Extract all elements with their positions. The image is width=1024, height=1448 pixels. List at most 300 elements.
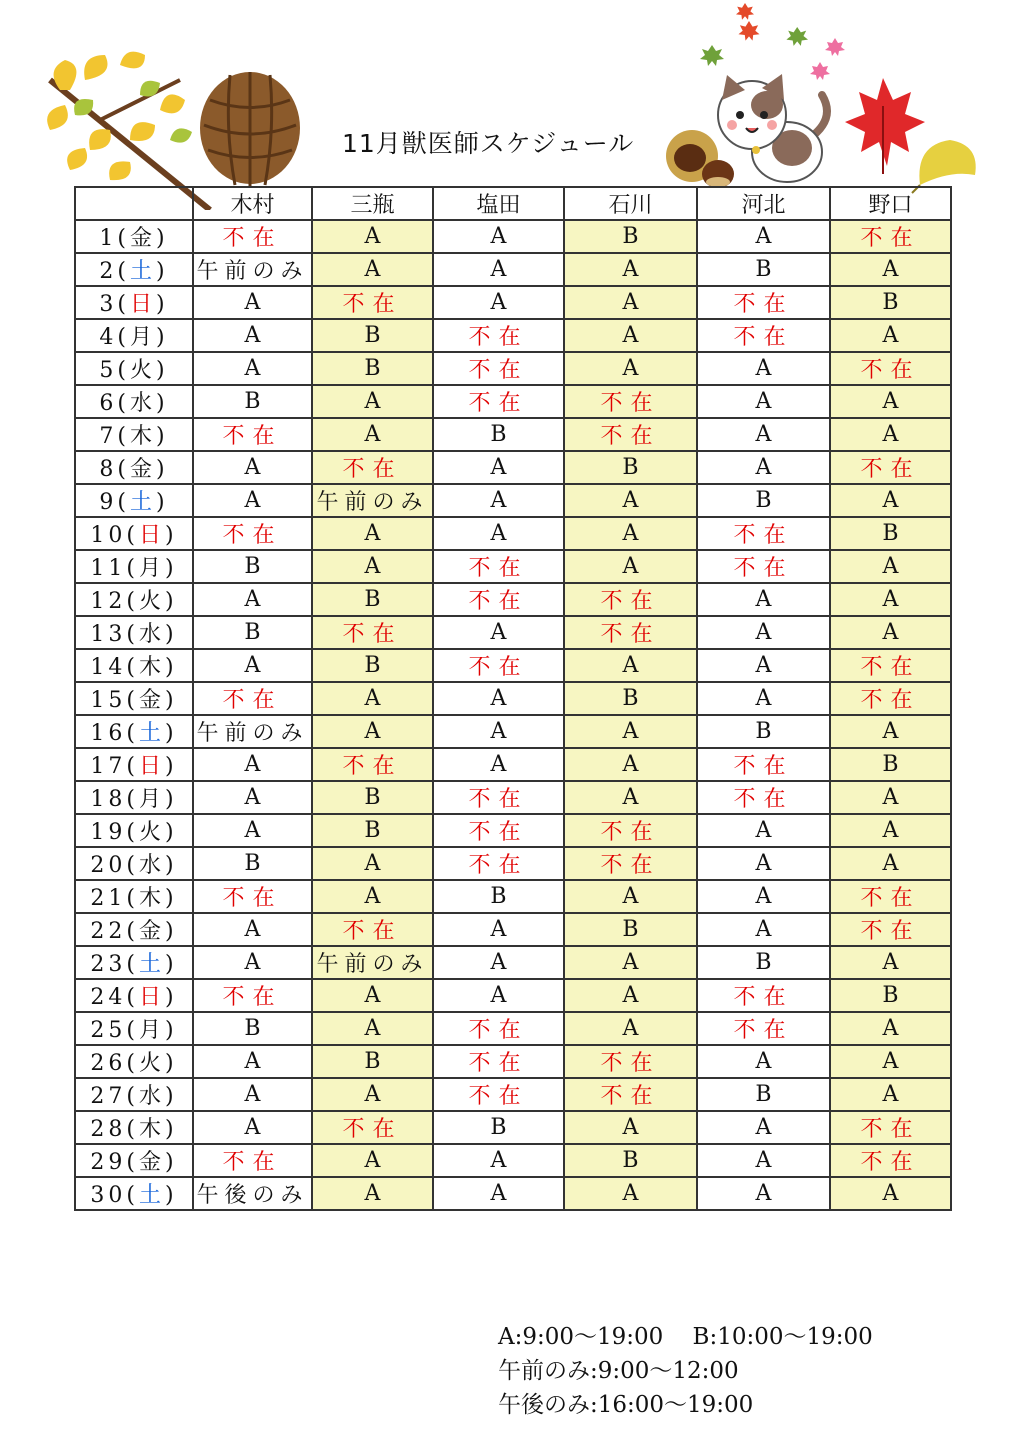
shift-cell: A bbox=[193, 352, 312, 385]
day-of-week: 月 bbox=[138, 787, 165, 812]
legend-b: B:10:00～19:00 bbox=[692, 1324, 873, 1350]
shift-cell: A bbox=[193, 1078, 312, 1111]
shift-legend bbox=[498, 1320, 873, 1422]
header-row bbox=[75, 187, 951, 220]
paren-open: ( bbox=[126, 919, 139, 944]
paren-close: ) bbox=[156, 358, 169, 383]
table-row bbox=[75, 418, 951, 451]
shift-cell: B bbox=[312, 1045, 433, 1078]
shift-cell: 不在 bbox=[697, 286, 830, 319]
day-of-week: 金 bbox=[138, 919, 165, 944]
day-of-week: 金 bbox=[129, 226, 156, 251]
table-row bbox=[75, 748, 951, 781]
shift-cell: 午前のみ bbox=[312, 946, 433, 979]
paren-close: ) bbox=[156, 292, 169, 317]
shift-cell: 午後のみ bbox=[193, 1177, 312, 1210]
shift-cell: A bbox=[433, 616, 564, 649]
shift-cell: A bbox=[830, 583, 951, 616]
shift-cell: 不在 bbox=[830, 1144, 951, 1177]
paren-close: ) bbox=[156, 259, 169, 284]
shift-cell: 午前のみ bbox=[193, 715, 312, 748]
shift-cell: 不在 bbox=[433, 649, 564, 682]
shift-cell: A bbox=[830, 319, 951, 352]
day-number: 9 bbox=[99, 490, 118, 515]
paren-close: ) bbox=[165, 655, 178, 680]
paren-open: ( bbox=[126, 985, 139, 1010]
shift-cell: A bbox=[697, 847, 830, 880]
shift-cell: 不在 bbox=[312, 913, 433, 946]
shift-cell: 不在 bbox=[433, 319, 564, 352]
day-number: 4 bbox=[99, 325, 118, 350]
shift-cell: B bbox=[564, 1144, 697, 1177]
table-row bbox=[75, 1144, 951, 1177]
shift-cell: A bbox=[697, 814, 830, 847]
date-cell bbox=[75, 583, 193, 616]
shift-cell: A bbox=[564, 517, 697, 550]
shift-cell: 不在 bbox=[312, 748, 433, 781]
paren-open: ( bbox=[126, 523, 139, 548]
date-cell bbox=[75, 286, 193, 319]
shift-cell: A bbox=[193, 451, 312, 484]
shift-cell: B bbox=[697, 484, 830, 517]
day-of-week: 日 bbox=[138, 754, 165, 779]
shift-cell: A bbox=[564, 1111, 697, 1144]
paren-open: ( bbox=[117, 457, 130, 482]
shift-cell: B bbox=[312, 649, 433, 682]
paren-close: ) bbox=[165, 754, 178, 779]
paren-close: ) bbox=[165, 919, 178, 944]
shift-cell: B bbox=[193, 847, 312, 880]
shift-cell: A bbox=[312, 1177, 433, 1210]
shift-cell: 不在 bbox=[564, 418, 697, 451]
shift-cell: B bbox=[564, 220, 697, 253]
paren-close: ) bbox=[165, 1084, 178, 1109]
shift-cell: 不在 bbox=[193, 517, 312, 550]
paren-close: ) bbox=[165, 787, 178, 812]
paren-open: ( bbox=[117, 325, 130, 350]
shift-cell: A bbox=[564, 979, 697, 1012]
shift-cell: A bbox=[312, 385, 433, 418]
date-cell bbox=[75, 649, 193, 682]
shift-cell: A bbox=[193, 583, 312, 616]
header-vet-2: 三瓶 bbox=[312, 187, 433, 220]
table-row bbox=[75, 946, 951, 979]
day-of-week: 水 bbox=[138, 1084, 165, 1109]
table-row bbox=[75, 517, 951, 550]
date-cell bbox=[75, 979, 193, 1012]
shift-cell: A bbox=[830, 1078, 951, 1111]
paren-open: ( bbox=[126, 655, 139, 680]
table-row bbox=[75, 1012, 951, 1045]
shift-cell: A bbox=[697, 352, 830, 385]
day-number: 5 bbox=[99, 358, 118, 383]
table-row bbox=[75, 814, 951, 847]
day-number: 19 bbox=[90, 820, 127, 845]
shift-cell: A bbox=[433, 1177, 564, 1210]
paren-close: ) bbox=[165, 622, 178, 647]
shift-cell: A bbox=[830, 616, 951, 649]
shift-cell: 不在 bbox=[697, 1012, 830, 1045]
date-cell bbox=[75, 814, 193, 847]
shift-cell: A bbox=[312, 880, 433, 913]
shift-cell: 不在 bbox=[433, 385, 564, 418]
paren-open: ( bbox=[126, 1018, 139, 1043]
table-row bbox=[75, 451, 951, 484]
date-cell bbox=[75, 418, 193, 451]
table-row bbox=[75, 1045, 951, 1078]
day-number: 22 bbox=[90, 919, 127, 944]
shift-cell: 不在 bbox=[433, 550, 564, 583]
shift-cell: 不在 bbox=[830, 220, 951, 253]
paren-close: ) bbox=[165, 1051, 178, 1076]
shift-cell: A bbox=[193, 319, 312, 352]
shift-cell: B bbox=[433, 880, 564, 913]
day-number: 2 bbox=[99, 259, 118, 284]
day-number: 13 bbox=[90, 622, 127, 647]
shift-cell: 不在 bbox=[697, 748, 830, 781]
shift-cell: 午前のみ bbox=[193, 253, 312, 286]
day-of-week: 火 bbox=[138, 820, 165, 845]
shift-cell: A bbox=[697, 880, 830, 913]
shift-cell: 不在 bbox=[697, 781, 830, 814]
day-of-week: 火 bbox=[138, 589, 165, 614]
shift-cell: A bbox=[697, 220, 830, 253]
shift-cell: 不在 bbox=[564, 616, 697, 649]
table-row bbox=[75, 319, 951, 352]
shift-cell: B bbox=[564, 682, 697, 715]
paren-open: ( bbox=[117, 226, 130, 251]
shift-cell: A bbox=[697, 385, 830, 418]
table-row bbox=[75, 550, 951, 583]
shift-cell: B bbox=[193, 1012, 312, 1045]
shift-cell: A bbox=[830, 550, 951, 583]
shift-cell: A bbox=[433, 1144, 564, 1177]
paren-open: ( bbox=[117, 391, 130, 416]
shift-cell: A bbox=[564, 781, 697, 814]
header-vet-5: 河北 bbox=[697, 187, 830, 220]
day-of-week: 水 bbox=[138, 853, 165, 878]
date-cell bbox=[75, 781, 193, 814]
legend-line-1 bbox=[498, 1320, 873, 1354]
shift-cell: A bbox=[433, 517, 564, 550]
date-cell bbox=[75, 1144, 193, 1177]
day-of-week: 木 bbox=[138, 1117, 165, 1142]
shift-cell: 不在 bbox=[830, 1111, 951, 1144]
date-cell bbox=[75, 1045, 193, 1078]
date-cell bbox=[75, 913, 193, 946]
day-of-week: 日 bbox=[138, 985, 165, 1010]
shift-cell: A bbox=[193, 748, 312, 781]
day-of-week: 土 bbox=[129, 490, 156, 515]
paren-open: ( bbox=[117, 358, 130, 383]
shift-cell: A bbox=[830, 715, 951, 748]
shift-cell: A bbox=[697, 451, 830, 484]
shift-cell: 不在 bbox=[312, 286, 433, 319]
paren-open: ( bbox=[126, 754, 139, 779]
day-number: 25 bbox=[90, 1018, 127, 1043]
legend-pm: 午後のみ:16:00～19:00 bbox=[498, 1392, 754, 1418]
day-number: 18 bbox=[90, 787, 127, 812]
shift-cell: 不在 bbox=[193, 220, 312, 253]
paren-open: ( bbox=[126, 622, 139, 647]
paren-close: ) bbox=[165, 556, 178, 581]
date-cell bbox=[75, 1177, 193, 1210]
legend-am: 午前のみ:9:00～12:00 bbox=[498, 1358, 739, 1384]
shift-cell: 不在 bbox=[830, 682, 951, 715]
day-number: 29 bbox=[90, 1150, 127, 1175]
paren-open: ( bbox=[126, 721, 139, 746]
date-cell bbox=[75, 1078, 193, 1111]
shift-cell: B bbox=[830, 286, 951, 319]
shift-cell: 不在 bbox=[433, 847, 564, 880]
paren-open: ( bbox=[126, 688, 139, 713]
paren-open: ( bbox=[126, 1117, 139, 1142]
table-row bbox=[75, 913, 951, 946]
day-of-week: 土 bbox=[138, 721, 165, 746]
paren-close: ) bbox=[165, 1150, 178, 1175]
day-number: 14 bbox=[90, 655, 127, 680]
shift-cell: A bbox=[830, 814, 951, 847]
day-number: 1 bbox=[99, 226, 118, 251]
table-row bbox=[75, 220, 951, 253]
shift-cell: A bbox=[193, 781, 312, 814]
paren-open: ( bbox=[117, 424, 130, 449]
date-cell bbox=[75, 253, 193, 286]
day-number: 12 bbox=[90, 589, 127, 614]
shift-cell: A bbox=[312, 517, 433, 550]
shift-cell: B bbox=[830, 979, 951, 1012]
paren-open: ( bbox=[126, 1183, 139, 1208]
shift-cell: 不在 bbox=[830, 352, 951, 385]
paren-close: ) bbox=[165, 523, 178, 548]
date-cell bbox=[75, 517, 193, 550]
shift-cell: 不在 bbox=[830, 451, 951, 484]
day-number: 21 bbox=[90, 886, 127, 911]
paren-close: ) bbox=[165, 820, 178, 845]
day-number: 15 bbox=[90, 688, 127, 713]
day-of-week: 金 bbox=[138, 688, 165, 713]
shift-cell: 不在 bbox=[433, 352, 564, 385]
shift-cell: A bbox=[830, 781, 951, 814]
shift-cell: 不在 bbox=[697, 979, 830, 1012]
day-number: 8 bbox=[99, 457, 118, 482]
date-cell bbox=[75, 550, 193, 583]
paren-open: ( bbox=[126, 1051, 139, 1076]
shift-cell: A bbox=[433, 715, 564, 748]
day-of-week: 土 bbox=[138, 1183, 165, 1208]
shift-cell: A bbox=[312, 715, 433, 748]
day-number: 28 bbox=[90, 1117, 127, 1142]
day-number: 11 bbox=[90, 556, 127, 581]
paren-open: ( bbox=[126, 886, 139, 911]
shift-cell: 不在 bbox=[830, 913, 951, 946]
table-row bbox=[75, 253, 951, 286]
shift-cell: B bbox=[193, 550, 312, 583]
shift-cell: A bbox=[697, 616, 830, 649]
shift-cell: A bbox=[830, 1177, 951, 1210]
paren-open: ( bbox=[117, 292, 130, 317]
table-row bbox=[75, 781, 951, 814]
date-cell bbox=[75, 451, 193, 484]
shift-cell: A bbox=[830, 484, 951, 517]
shift-cell: A bbox=[564, 550, 697, 583]
paren-close: ) bbox=[165, 886, 178, 911]
shift-cell: A bbox=[830, 418, 951, 451]
shift-cell: 不在 bbox=[193, 682, 312, 715]
shift-cell: B bbox=[564, 451, 697, 484]
shift-cell: A bbox=[433, 451, 564, 484]
day-of-week: 土 bbox=[138, 952, 165, 977]
table-row bbox=[75, 286, 951, 319]
shift-cell: A bbox=[697, 682, 830, 715]
shift-cell: A bbox=[193, 1111, 312, 1144]
shift-cell: 不在 bbox=[830, 649, 951, 682]
shift-cell: A bbox=[564, 748, 697, 781]
table-row bbox=[75, 616, 951, 649]
date-cell bbox=[75, 484, 193, 517]
shift-cell: A bbox=[564, 1177, 697, 1210]
shift-cell: B bbox=[697, 1078, 830, 1111]
shift-cell: A bbox=[312, 550, 433, 583]
shift-cell: A bbox=[697, 1111, 830, 1144]
date-cell bbox=[75, 946, 193, 979]
date-cell bbox=[75, 616, 193, 649]
schedule-table bbox=[74, 186, 952, 1211]
paren-open: ( bbox=[126, 853, 139, 878]
shift-cell: A bbox=[312, 253, 433, 286]
table-row bbox=[75, 847, 951, 880]
legend-a: A:9:00～19:00 bbox=[498, 1324, 664, 1350]
date-cell bbox=[75, 352, 193, 385]
shift-cell: A bbox=[564, 253, 697, 286]
shift-cell: B bbox=[433, 1111, 564, 1144]
day-of-week: 水 bbox=[138, 622, 165, 647]
header-vet-1: 木村 bbox=[193, 187, 312, 220]
paren-close: ) bbox=[165, 985, 178, 1010]
shift-cell: A bbox=[830, 385, 951, 418]
header-vet-3: 塩田 bbox=[433, 187, 564, 220]
table-row bbox=[75, 352, 951, 385]
shift-cell: A bbox=[433, 979, 564, 1012]
day-number: 27 bbox=[90, 1084, 127, 1109]
table-row bbox=[75, 1111, 951, 1144]
date-cell bbox=[75, 880, 193, 913]
shift-cell: A bbox=[193, 484, 312, 517]
day-of-week: 火 bbox=[138, 1051, 165, 1076]
day-of-week: 木 bbox=[129, 424, 156, 449]
shift-cell: A bbox=[697, 583, 830, 616]
paren-open: ( bbox=[126, 589, 139, 614]
shift-cell: 不在 bbox=[193, 880, 312, 913]
shift-cell: A bbox=[433, 946, 564, 979]
shift-cell: 不在 bbox=[433, 814, 564, 847]
pinecone-illustration bbox=[190, 60, 310, 190]
day-number: 17 bbox=[90, 754, 127, 779]
shift-cell: 不在 bbox=[830, 880, 951, 913]
day-of-week: 日 bbox=[129, 292, 156, 317]
day-of-week: 金 bbox=[138, 1150, 165, 1175]
shift-cell: A bbox=[830, 1045, 951, 1078]
day-of-week: 月 bbox=[129, 325, 156, 350]
shift-cell: 不在 bbox=[193, 1144, 312, 1177]
shift-cell: B bbox=[312, 814, 433, 847]
shift-cell: B bbox=[830, 748, 951, 781]
paren-close: ) bbox=[156, 391, 169, 416]
shift-cell: A bbox=[193, 946, 312, 979]
shift-cell: A bbox=[433, 253, 564, 286]
day-number: 6 bbox=[99, 391, 118, 416]
day-of-week: 木 bbox=[138, 886, 165, 911]
shift-cell: A bbox=[193, 649, 312, 682]
shift-cell: 不在 bbox=[564, 1045, 697, 1078]
shift-cell: A bbox=[697, 1144, 830, 1177]
day-of-week: 月 bbox=[138, 556, 165, 581]
paren-open: ( bbox=[126, 556, 139, 581]
shift-cell: A bbox=[697, 418, 830, 451]
table-row bbox=[75, 715, 951, 748]
paren-close: ) bbox=[156, 490, 169, 515]
shift-cell: B bbox=[433, 418, 564, 451]
date-cell bbox=[75, 385, 193, 418]
shift-cell: B bbox=[312, 352, 433, 385]
day-number: 7 bbox=[99, 424, 118, 449]
shift-cell: A bbox=[193, 1045, 312, 1078]
shift-cell: B bbox=[697, 946, 830, 979]
shift-cell: A bbox=[564, 484, 697, 517]
shift-cell: A bbox=[312, 1012, 433, 1045]
shift-cell: A bbox=[312, 682, 433, 715]
shift-cell: 不在 bbox=[564, 1078, 697, 1111]
date-cell bbox=[75, 220, 193, 253]
date-cell bbox=[75, 319, 193, 352]
day-of-week: 水 bbox=[129, 391, 156, 416]
shift-cell: A bbox=[433, 748, 564, 781]
paren-close: ) bbox=[165, 1018, 178, 1043]
shift-cell: A bbox=[564, 880, 697, 913]
paren-open: ( bbox=[126, 1150, 139, 1175]
date-cell bbox=[75, 847, 193, 880]
table-row bbox=[75, 682, 951, 715]
shift-cell: A bbox=[433, 484, 564, 517]
date-cell bbox=[75, 682, 193, 715]
shift-cell: A bbox=[433, 220, 564, 253]
shift-cell: A bbox=[193, 286, 312, 319]
date-cell bbox=[75, 748, 193, 781]
day-number: 30 bbox=[90, 1183, 127, 1208]
page-title: 11月獣医師スケジュール bbox=[342, 129, 635, 158]
date-cell bbox=[75, 1111, 193, 1144]
shift-cell: 不在 bbox=[312, 1111, 433, 1144]
header-vet-6: 野口 bbox=[830, 187, 951, 220]
shift-cell: B bbox=[830, 517, 951, 550]
paren-close: ) bbox=[156, 457, 169, 482]
paren-close: ) bbox=[165, 1183, 178, 1208]
shift-cell: 不在 bbox=[564, 814, 697, 847]
shift-cell: 午前のみ bbox=[312, 484, 433, 517]
shift-cell: 不在 bbox=[564, 385, 697, 418]
shift-cell: B bbox=[312, 583, 433, 616]
paren-close: ) bbox=[165, 1117, 178, 1142]
shift-cell: 不在 bbox=[697, 517, 830, 550]
maple-leaves-illustration bbox=[700, 0, 860, 90]
shift-cell: A bbox=[564, 319, 697, 352]
date-cell bbox=[75, 1012, 193, 1045]
paren-open: ( bbox=[126, 952, 139, 977]
table-row bbox=[75, 583, 951, 616]
shift-cell: A bbox=[830, 946, 951, 979]
date-cell bbox=[75, 715, 193, 748]
shift-cell: 不在 bbox=[697, 319, 830, 352]
